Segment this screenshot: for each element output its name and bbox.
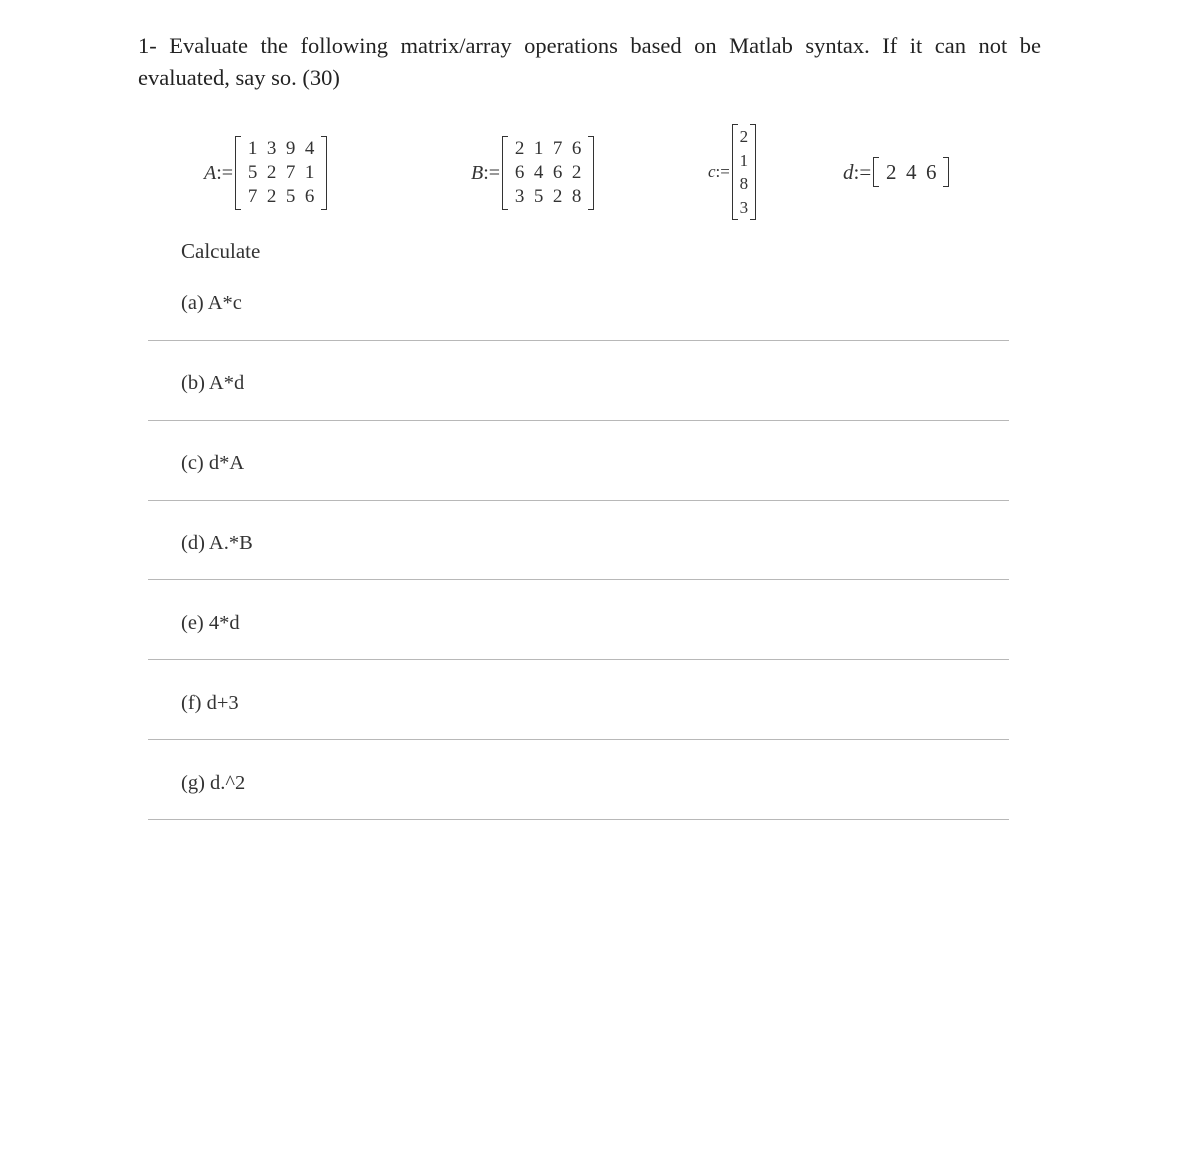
matrix-a-label: A:= (204, 161, 234, 184)
matrix-b-cell: 1 (533, 138, 544, 159)
vector-d-row (881, 157, 941, 187)
matrix-b-definition (471, 136, 594, 210)
matrix-a-cell: 2 (266, 162, 277, 183)
matrix-a-cell: 2 (266, 186, 277, 207)
item-b-label: (b) A*d (181, 372, 245, 394)
matrix-b-cell: 2 (552, 186, 563, 207)
vector-c-cell: 8 (739, 174, 749, 193)
matrix-a-cell: 9 (285, 138, 296, 159)
calculate-heading: Calculate (181, 239, 261, 263)
matrix-a-cell: 4 (304, 138, 315, 159)
matrix-b-row (510, 137, 586, 161)
vector-d-cell: 2 (885, 160, 897, 184)
matrix-a-row (243, 161, 319, 185)
question-line-1: 1- Evaluate the following matrix/array operations based on Matlab syntax. If it can not be (138, 33, 1041, 58)
vector-c (732, 124, 756, 220)
vector-c-definition (708, 124, 756, 220)
matrix-a-row (243, 137, 319, 161)
matrix-a-cell: 7 (285, 162, 296, 183)
matrix-a-row (243, 185, 319, 209)
matrix-b-row (510, 185, 586, 209)
vector-c-label: c:= (708, 162, 730, 181)
answer-line-b (148, 420, 1009, 421)
matrix-b-cell: 4 (533, 162, 544, 183)
matrix-b-cell: 2 (514, 138, 525, 159)
answer-line-a (148, 340, 1009, 341)
matrix-b-cell: 6 (571, 138, 582, 159)
vector-c-cell: 1 (739, 150, 749, 170)
vector-d-cell: 6 (925, 160, 937, 184)
vector-d (873, 157, 949, 187)
answer-line-f (148, 739, 1009, 740)
vector-c-cell: 3 (739, 197, 749, 217)
question-text (138, 30, 1041, 94)
item-e-label: (e) 4*d (181, 612, 240, 634)
matrix-b-cell: 3 (514, 186, 525, 207)
vector-c-cell: 2 (739, 127, 749, 146)
item-a-label: (a) A*c (181, 292, 242, 314)
matrix-b-cell: 5 (533, 186, 544, 207)
matrix-b-cell: 8 (571, 186, 582, 207)
vector-d-cell: 4 (905, 160, 917, 184)
matrix-a-cell: 1 (247, 138, 258, 159)
matrix-b-cell: 6 (514, 162, 525, 183)
item-d-label: (d) A.*B (181, 532, 253, 554)
answer-line-d (148, 579, 1009, 580)
matrix-b-label: B:= (471, 161, 501, 184)
matrix-a-cell: 6 (304, 186, 315, 207)
matrix-a-cell: 7 (247, 186, 258, 207)
vector-d-label: d:= (843, 159, 872, 184)
matrix-a-definition (204, 136, 327, 210)
matrix-b-cell: 7 (552, 138, 563, 159)
vector-d-definition (843, 157, 949, 187)
matrix-b (502, 136, 594, 210)
item-g-label: (g) d.^2 (181, 772, 246, 794)
item-c-label: (c) d*A (181, 452, 245, 474)
item-f-label: (f) d+3 (181, 692, 239, 714)
answer-line-g (148, 819, 1009, 820)
matrix-b-cell: 6 (552, 162, 563, 183)
matrix-a (235, 136, 327, 210)
matrix-a-cell: 5 (285, 186, 296, 207)
matrix-b-cell: 2 (571, 162, 582, 183)
answer-line-e (148, 659, 1009, 660)
matrix-a-cell: 3 (266, 138, 277, 159)
question-line-2: evaluated, say so. (30) (138, 65, 340, 90)
matrix-b-row (510, 161, 586, 185)
matrix-a-cell: 5 (247, 162, 258, 183)
answer-line-c (148, 500, 1009, 501)
matrix-a-cell: 1 (304, 162, 315, 183)
